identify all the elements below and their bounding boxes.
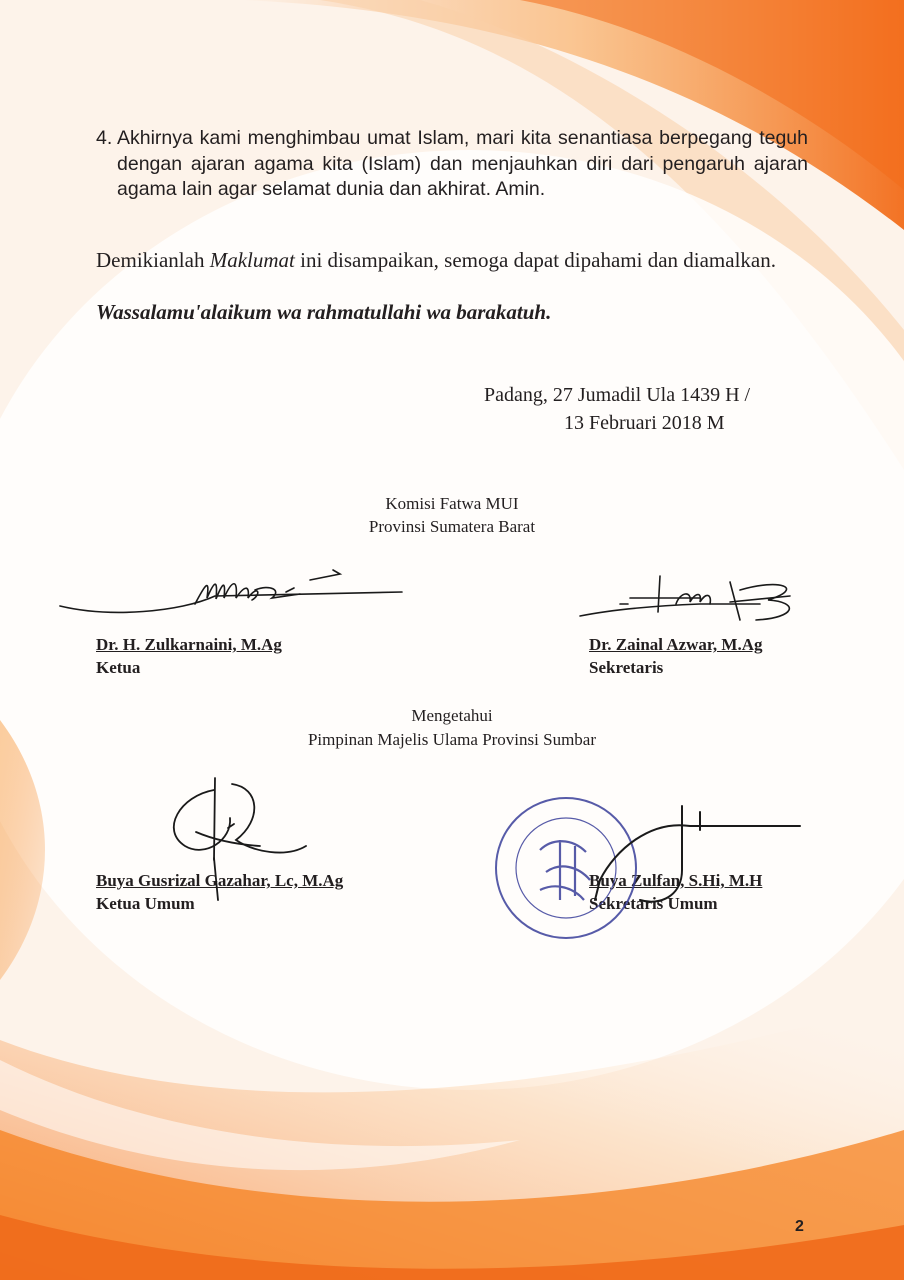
signatory-role-chairman: Ketua	[96, 658, 141, 677]
acknowledge-body: Pimpinan Majelis Ulama Provinsi Sumbar	[307, 730, 597, 749]
commission-title: Komisi Fatwa MUI	[385, 494, 519, 513]
point-4	[96, 126, 808, 203]
signatory-role-general-chairman: Ketua Umum	[96, 894, 195, 913]
closing-salam: Wassalamu'alaikum wa rahmatullahi wa barakatuh.	[96, 300, 552, 324]
signatory-role-secretary: Sekretaris	[589, 658, 664, 677]
gregorian-date-line: 13 Februari 2018 M	[564, 412, 725, 434]
point-number: 4.	[96, 127, 113, 149]
mui-stamp	[496, 798, 636, 938]
signatory-name-chairman: Dr. H. Zulkarnaini, M.Ag	[96, 635, 282, 654]
page-number: 2	[795, 1218, 804, 1235]
place-date-line: Padang, 27 Jumadil Ula 1439 H /	[484, 384, 751, 406]
signature-chairman	[60, 570, 402, 612]
signatory-name-general-chairman: Buya Gusrizal Gazahar, Lc, M.Ag	[96, 871, 344, 890]
signature-secretary	[580, 576, 790, 620]
closing-emphasis: Maklumat	[209, 248, 295, 272]
signatory-role-general-secretary: Sekretaris Umum	[589, 894, 718, 913]
closing-text-start: Demikianlah	[96, 248, 210, 272]
signatory-name-secretary: Dr. Zainal Azwar, M.Ag	[589, 635, 763, 654]
signatory-name-general-secretary: Buya Zulfan, S.Hi, M.H	[589, 871, 763, 890]
point-text: Akhirnya kami menghimbau umat Islam, mari kita senantiasa berpegang teguh dengan ajaran agama kita (Islam) dan menjauhkan diri dari pengaruh ajaran agama lain agar selamat dunia dan akhirat. Amin.	[117, 127, 808, 200]
closing-paragraph	[96, 246, 808, 274]
acknowledge-label: Mengetahui	[411, 706, 493, 725]
commission-province: Provinsi Sumatera Barat	[368, 517, 536, 536]
closing-text-end: ini disampaikan, semoga dapat dipahami dan diamalkan.	[294, 248, 776, 272]
